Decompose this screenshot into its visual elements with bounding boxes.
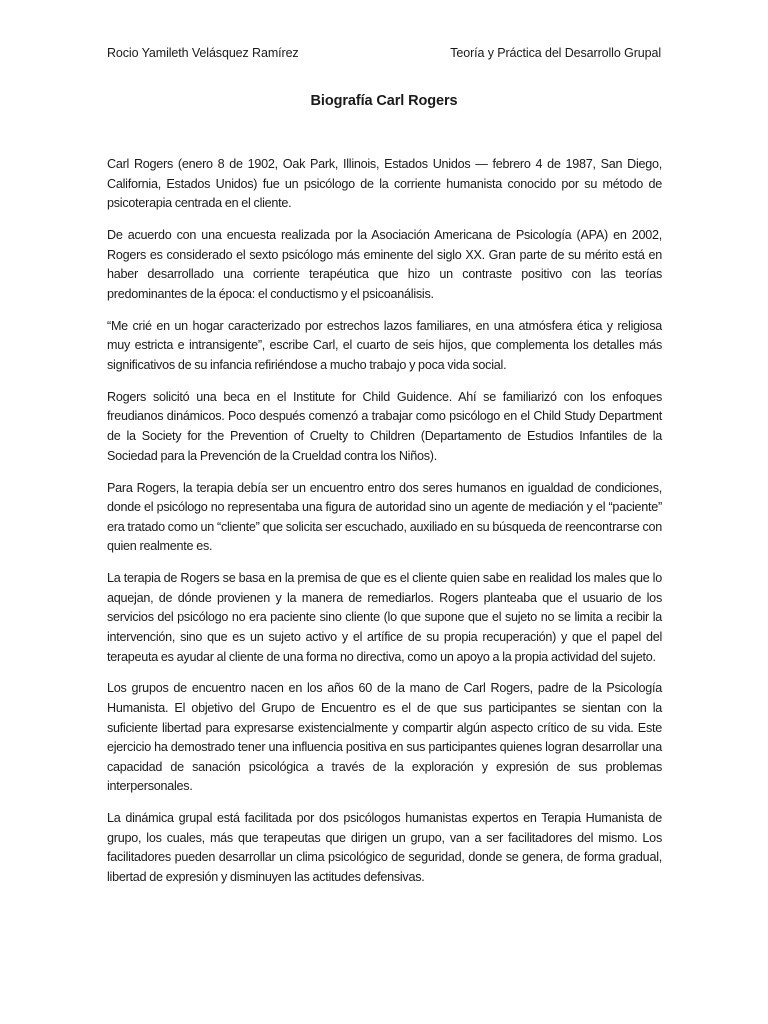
paragraph-5: Para Rogers, la terapia debía ser un encuentro entro dos seres humanos en igualdad de condiciones, donde el psicólogo no representaba una figura de autoridad sino un agente de mediación y el “paciente” era tratado como un “cliente” que solicita ser escuchado, auxiliado en su búsqueda de reencontrarse con quien realmente es. xyxy=(107,480,663,554)
page-header xyxy=(107,46,661,60)
paragraph-8: La dinámica grupal está facilitada por dos psicólogos humanistas expertos en Terapia Humanista de grupo, los cuales, más que terapeutas que dirigen un grupo, van a ser facilitadores del mismo. Los facilitadores pueden desarrollar un clima psicológico de seguridad, donde se genera, de forma gradual, libertad de expresión y disminuyen las actitudes defensivas. xyxy=(107,811,662,885)
header-author: Rocio Yamileth Velásquez Ramírez xyxy=(107,46,299,60)
paragraph-6: La terapia de Rogers se basa en la premisa de que es el cliente quien sabe en realidad los males que lo aquejan, de dónde provienen y la manera de remediarlos. Rogers planteaba que el usuario de los servicios del psicólogo no era paciente sino cliente (lo que supone que el sujeto no se limita a recibir la intervención, sino que es un sujeto activo y el artífice de su propia recuperación) y que el papel del terapeuta es ayudar al cliente de una forma no directiva, como un apoyo a la propia actividad del sujeto. xyxy=(107,571,662,664)
paragraph-4: Rogers solicitó una beca en el Institute for Child Guidence. Ahí se familiarizó con los enfoques freudianos dinámicos. Poco después comenzó a trabajar como psicólogo en el Child Study Department de la Society for the Prevention of Cruelty to Children (Departamento de Estudios Infantiles de la Sociedad para la Prevención de la Crueldad contra los Niños). xyxy=(107,389,662,463)
paragraph-1: Carl Rogers (enero 8 de 1902, Oak Park, Illinois, Estados Unidos — febrero 4 de 1987, San Diego, California, Estados Unidos) fue un psicólogo de la corriente humanista conocido por su método de psicoterapia centrada en el cliente. xyxy=(107,157,662,211)
document-body xyxy=(107,155,662,900)
paragraph-2: De acuerdo con una encuesta realizada por la Asociación Americana de Psicología (APA) en 2002, Rogers es considerado el sexto psicólogo más eminente del siglo XX. Gran parte de su mérito está en haber desarrollado una corriente terapéutica que hizo un contraste positivo con las teorías predominantes de la época: el conductismo y el psicoanálisis. xyxy=(107,228,662,301)
header-course: Teoría y Práctica del Desarrollo Grupal xyxy=(450,46,661,60)
paragraph-3: “Me crié en un hogar caracterizado por estrechos lazos familiares, en una atmósfera ética y religiosa muy estricta e intransigente”, escribe Carl, el cuarto de seis hijos, que complementa los detalles más significativos de su infancia refiriéndose a mucho trabajo y poca vida social. xyxy=(107,318,662,372)
document-title: Biografía Carl Rogers xyxy=(310,93,458,109)
paragraph-7: Los grupos de encuentro nacen en los años 60 de la mano de Carl Rogers, padre de la Psicología Humanista. El objetivo del Grupo de Encuentro es el de que sus participantes se sientan con la suficiente libertad para expresarse existencialmente y compartir algún aspecto crítico de su vida. Este ejercicio ha demostrado tener una influencia positiva en sus participantes quienes logran desarrollar una capacidad de sanación psicológica a través de la exploración y expresión de sus problemas interpersonales. xyxy=(107,681,662,794)
